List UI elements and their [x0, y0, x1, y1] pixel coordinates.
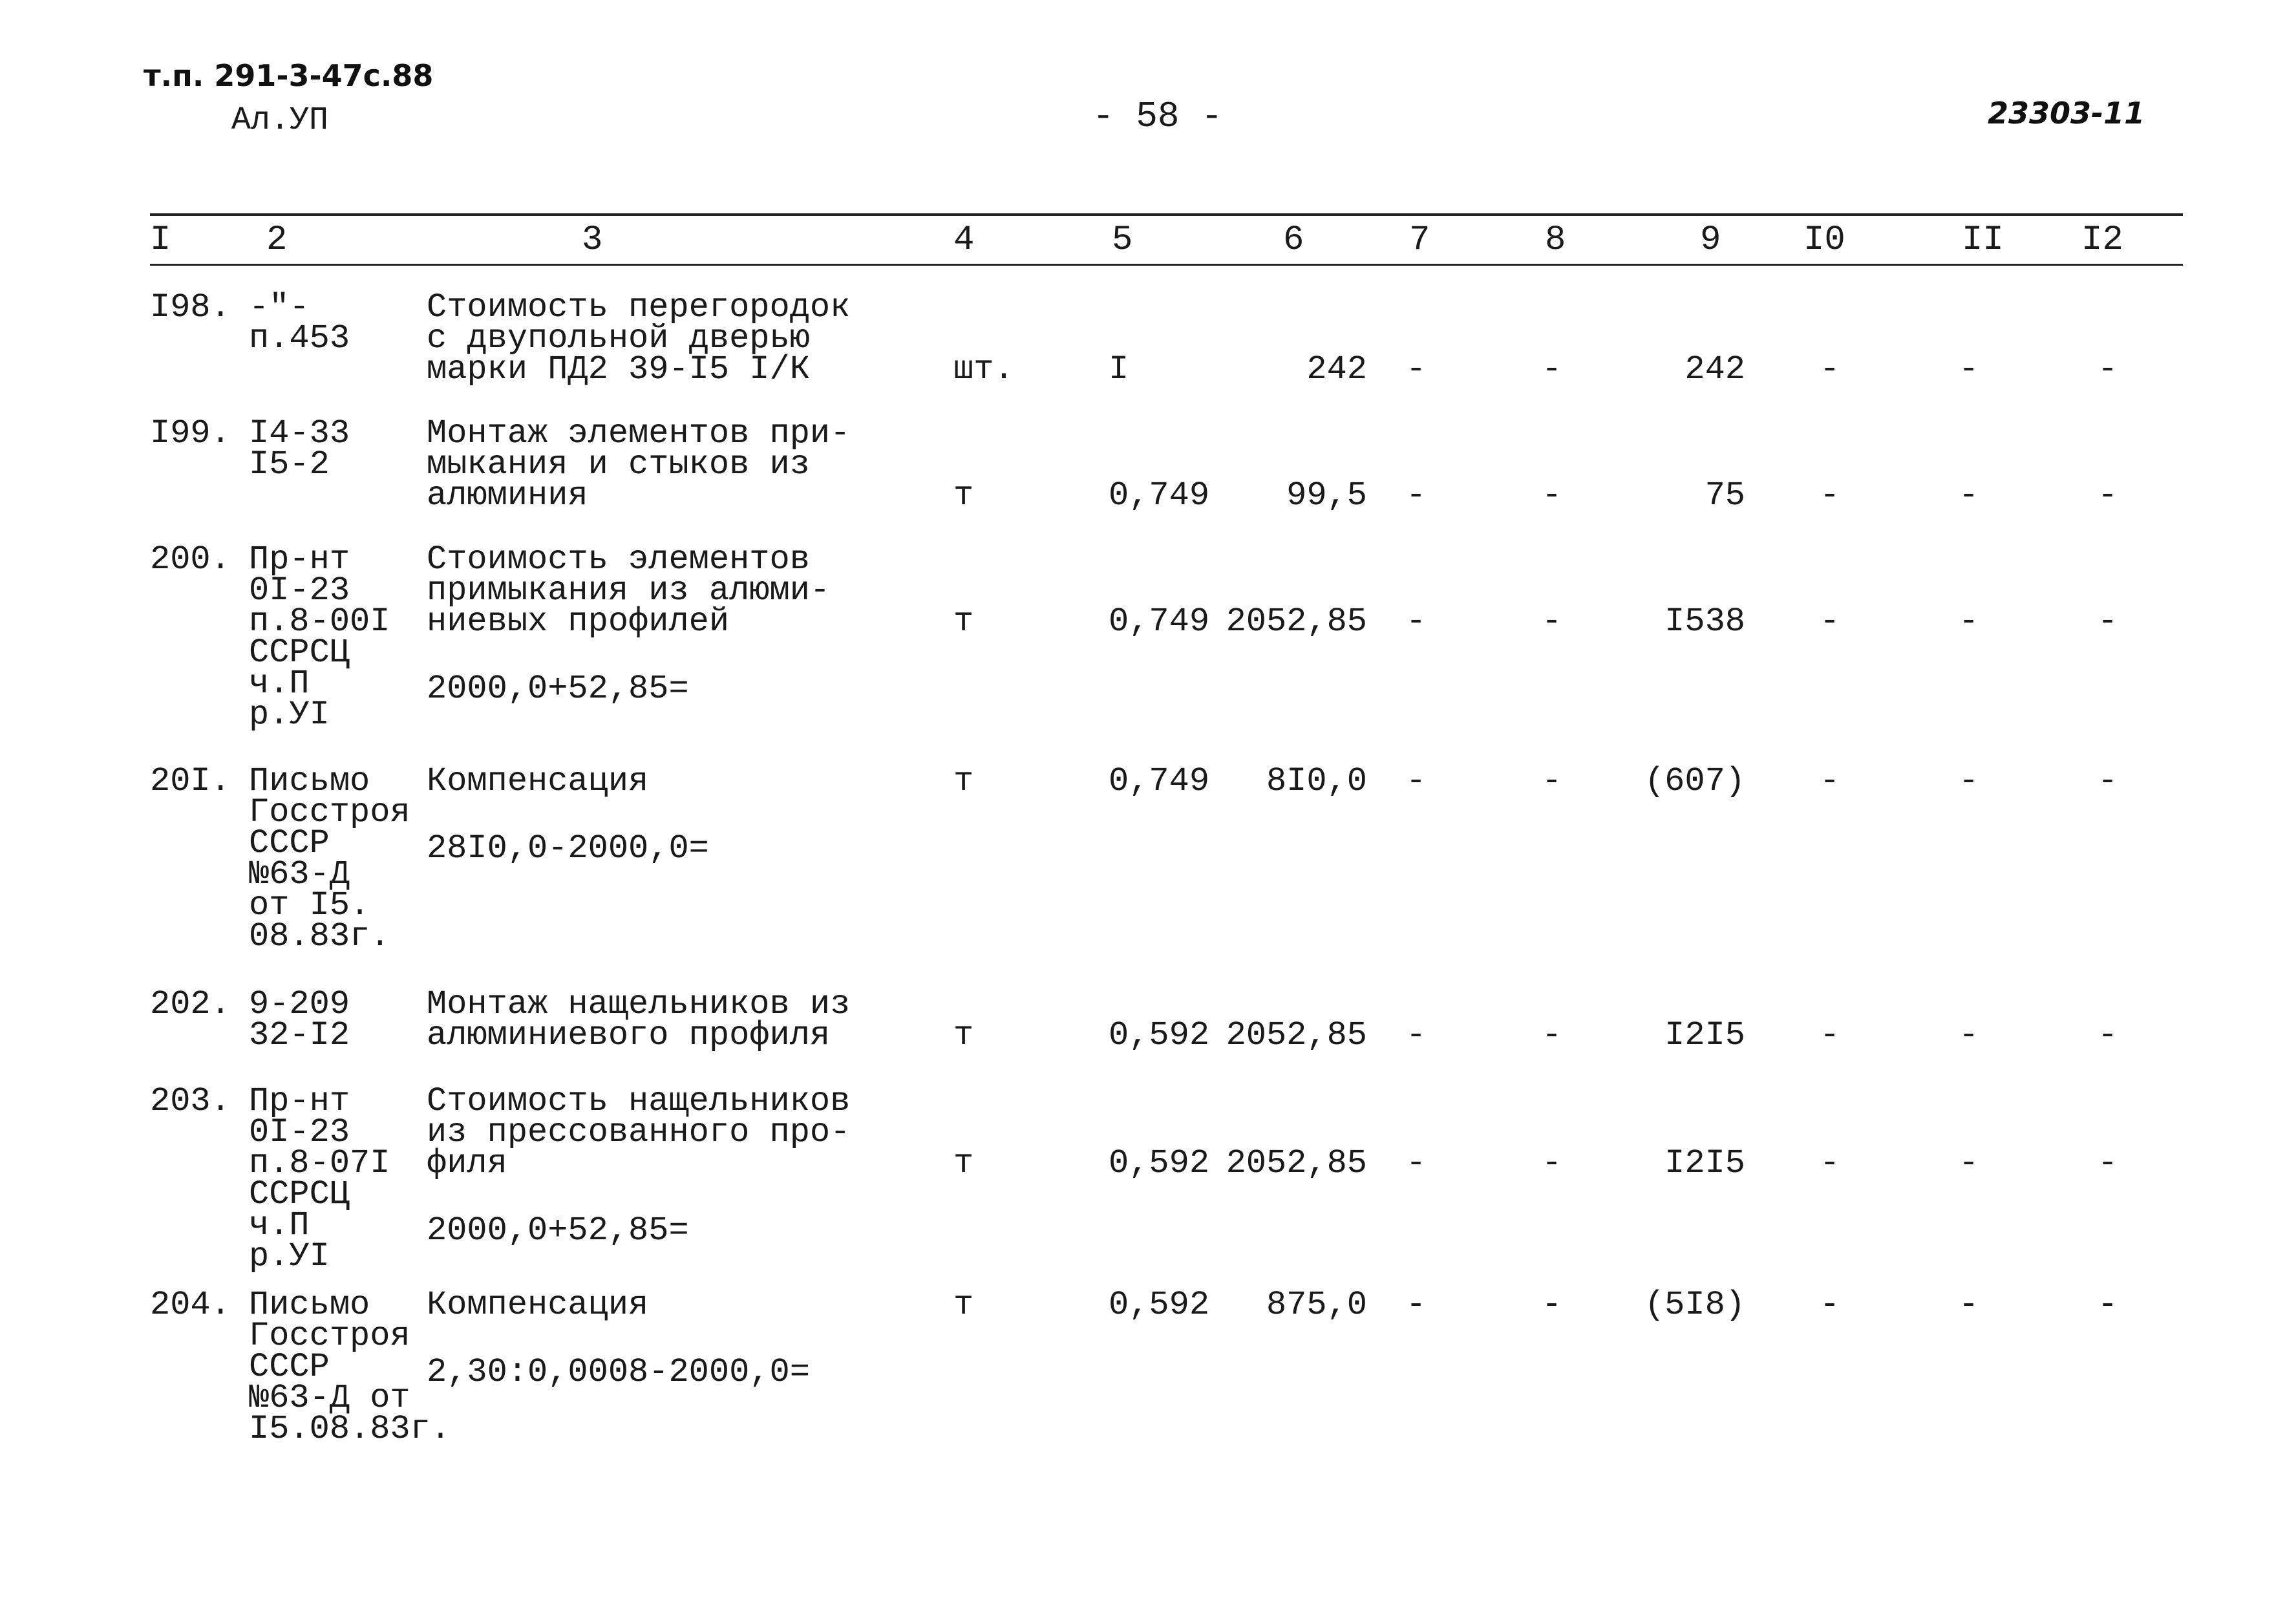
formula: 2,30:0,0008-2000,0= [427, 1353, 810, 1391]
cell-col7: - [1406, 1286, 1427, 1324]
row-number: I98. [150, 288, 231, 326]
cell-col8: - [1542, 1286, 1562, 1324]
column-header: II [1962, 220, 2004, 260]
cell-col12: - [2098, 350, 2118, 389]
column-header: 5 [1112, 220, 1133, 260]
description: Стоимость нащельников из прессованного про- филя [427, 1082, 851, 1182]
column-header: 9 [1700, 220, 1721, 260]
description: Монтаж элементов при- мыкания и стыков из алюминия [427, 414, 851, 515]
cell-col11: - [1959, 1144, 1979, 1182]
unit-price: 99,5 [1286, 476, 1367, 515]
total-cost: I2I5 [1664, 1016, 1745, 1054]
row-number: 202. [150, 985, 231, 1023]
formula: 2000,0+52,85= [427, 1211, 689, 1250]
cell-col7: - [1406, 762, 1427, 800]
cell-col8: - [1542, 1016, 1562, 1054]
cell-col12: - [2098, 1286, 2118, 1324]
formula: 28I0,0-2000,0= [427, 829, 709, 868]
cell-col7: - [1406, 350, 1427, 389]
reference: -"- п.453 [249, 288, 350, 357]
unit-price: 242 [1306, 350, 1367, 389]
reference: I4-33 I5-2 [249, 414, 350, 484]
unit: т [953, 1144, 974, 1182]
quantity: 0,749 [1109, 476, 1210, 515]
cell-col8: - [1542, 476, 1562, 515]
description: Компенсация [427, 1286, 649, 1324]
column-header: 4 [953, 220, 975, 260]
total-cost: (5I8) [1644, 1286, 1745, 1324]
reference: Письмо Госстроя СССР №63-Д от I5. 08.83г. [249, 762, 410, 955]
cell-col11: - [1959, 762, 1979, 800]
document-code-right: 23303-11 [1988, 96, 2145, 131]
cell-col10: - [1820, 350, 1840, 389]
unit-price: 875,0 [1266, 1286, 1367, 1324]
cell-col12: - [2098, 1016, 2118, 1054]
page-number: - 58 - [1092, 96, 1223, 137]
unit: т [953, 762, 974, 800]
unit: т [953, 476, 974, 515]
cell-col8: - [1542, 1144, 1562, 1182]
column-header: 7 [1409, 220, 1430, 260]
description: Монтаж нащельников из алюминиевого профиля [427, 985, 851, 1054]
cell-col11: - [1959, 603, 1979, 641]
quantity: 0,749 [1109, 603, 1210, 641]
cell-col11: - [1959, 1286, 1979, 1324]
cell-col8: - [1542, 603, 1562, 641]
cell-col11: - [1959, 1016, 1979, 1054]
column-header: I0 [1803, 220, 1845, 260]
row-number: I99. [150, 414, 231, 453]
unit: шт. [953, 350, 1014, 389]
description: Стоимость перегородок с двупольной дверью марки ПД2 39-I5 I/К [427, 288, 851, 389]
cell-col12: - [2098, 476, 2118, 515]
formula: 2000,0+52,85= [427, 670, 689, 708]
description: Стоимость элементов примыкания из алюми- ниевых профилей [427, 540, 831, 641]
cell-col7: - [1406, 1016, 1427, 1054]
cell-col10: - [1820, 476, 1840, 515]
reference: Письмо Госстроя СССР №63-Д от I5.08.83г. [249, 1286, 451, 1448]
cell-col12: - [2098, 762, 2118, 800]
row-number: 20I. [150, 762, 231, 800]
column-header: 6 [1283, 220, 1304, 260]
total-cost: 242 [1685, 350, 1745, 389]
unit-price: 2052,85 [1226, 603, 1367, 641]
cell-col8: - [1542, 350, 1562, 389]
cell-col10: - [1820, 1016, 1840, 1054]
total-cost: 75 [1705, 476, 1745, 515]
cell-col7: - [1406, 1144, 1427, 1182]
unit-price: 8I0,0 [1266, 762, 1367, 800]
album-label: Ал.УП [231, 102, 329, 139]
unit: т [953, 1286, 974, 1324]
cell-col11: - [1959, 350, 1979, 389]
total-cost: I2I5 [1664, 1144, 1745, 1182]
table-header-rule [150, 264, 2183, 266]
quantity: 0,592 [1109, 1286, 1210, 1324]
reference: Пр-нт 0I-23 п.8-00I ССРСЦ ч.П р.УI [249, 540, 390, 734]
cell-col12: - [2098, 603, 2118, 641]
quantity: 0,749 [1109, 762, 1210, 800]
unit: т [953, 1016, 974, 1054]
quantity: 0,592 [1109, 1144, 1210, 1182]
table-top-rule [150, 213, 2183, 216]
cell-col12: - [2098, 1144, 2118, 1182]
total-cost: I538 [1664, 603, 1745, 641]
quantity: 0,592 [1109, 1016, 1210, 1054]
column-header: 8 [1545, 220, 1566, 260]
document-code: т.п. 291-3-47с.88 [144, 58, 434, 93]
row-number: 200. [150, 540, 231, 579]
unit-price: 2052,85 [1226, 1016, 1367, 1054]
cell-col10: - [1820, 603, 1840, 641]
description: Компенсация [427, 762, 649, 800]
cell-col10: - [1820, 1144, 1840, 1182]
reference: Пр-нт 0I-23 п.8-07I ССРСЦ ч.П р.УI [249, 1082, 390, 1275]
row-number: 204. [150, 1286, 231, 1324]
unit-price: 2052,85 [1226, 1144, 1367, 1182]
quantity: I [1109, 350, 1129, 389]
cell-col7: - [1406, 603, 1427, 641]
row-number: 203. [150, 1082, 231, 1120]
cell-col11: - [1959, 476, 1979, 515]
column-header: I [150, 220, 171, 260]
column-header: 3 [582, 220, 603, 260]
cell-col10: - [1820, 762, 1840, 800]
column-header: I2 [2081, 220, 2123, 260]
column-header: 2 [266, 220, 288, 260]
cell-col7: - [1406, 476, 1427, 515]
cell-col8: - [1542, 762, 1562, 800]
reference: 9-209 32-I2 [249, 985, 350, 1054]
unit: т [953, 603, 974, 641]
total-cost: (607) [1644, 762, 1745, 800]
cell-col10: - [1820, 1286, 1840, 1324]
